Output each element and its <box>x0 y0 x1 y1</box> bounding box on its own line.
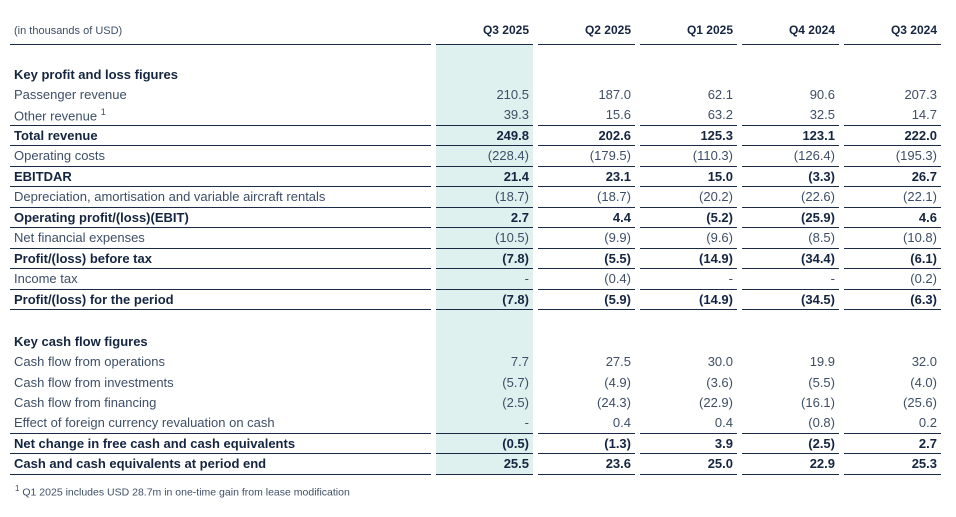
value-cell: 25.3 <box>844 454 941 475</box>
row-label-text: Profit/(loss) before tax <box>14 250 152 266</box>
row-label-text: EBITDAR <box>14 168 72 184</box>
value-cell: (18.7) <box>436 187 533 208</box>
value-cell: (7.8) <box>436 249 533 270</box>
value-cell: 7.7 <box>436 352 533 373</box>
table-row <box>10 372 941 393</box>
table-row <box>10 290 941 311</box>
spacer-cell <box>640 45 737 64</box>
footnote-marker: 1 <box>15 483 20 493</box>
row-label <box>10 290 431 311</box>
value-cell: 25.5 <box>436 454 533 475</box>
table-row <box>10 454 941 475</box>
spacer-cell <box>538 45 635 64</box>
table-body <box>10 45 941 475</box>
table-row <box>10 413 941 434</box>
value-cell: - <box>640 269 737 290</box>
footnote <box>15 484 946 499</box>
value-cell: 0.4 <box>640 413 737 434</box>
value-cell: 0.4 <box>538 413 635 434</box>
footnote-marker: 1 <box>100 106 106 117</box>
row-label-text: Passenger revenue <box>14 87 127 103</box>
value-cell: (22.9) <box>699 395 733 411</box>
row-label <box>10 167 431 188</box>
spacer-cell <box>10 310 431 331</box>
spacer-cell <box>742 310 839 331</box>
value-cell: (0.8) <box>742 413 839 434</box>
footnote-text: Q1 2025 includes USD 28.7m in one-time gain from lease modification <box>22 486 350 498</box>
value-cell: 14.7 <box>844 105 941 126</box>
value-cell: 25.0 <box>640 454 737 475</box>
row-label-text: Other revenue <box>14 107 98 123</box>
value-cell: 62.1 <box>707 87 733 103</box>
table-row <box>10 393 941 414</box>
value-cell: (24.3) <box>597 395 631 411</box>
table-row <box>10 269 941 290</box>
row-label <box>10 352 431 373</box>
section-title <box>10 64 431 85</box>
section-title-text: Key profit and loss figures <box>14 66 178 82</box>
row-label <box>10 249 431 270</box>
value-cell: (5.2) <box>640 208 737 229</box>
table-row <box>10 126 941 147</box>
spacer-cell <box>10 45 431 64</box>
value-cell: (25.6) <box>903 395 937 411</box>
value-cell: (2.5) <box>436 393 533 414</box>
row-label <box>10 454 431 475</box>
spacer-cell <box>742 45 839 64</box>
row-label-text: Cash flow from financing <box>14 395 157 411</box>
row-label <box>10 372 431 393</box>
value-cell: 23.6 <box>538 454 635 475</box>
row-label <box>10 393 431 414</box>
value-cell: (34.5) <box>742 290 839 311</box>
empty-cell <box>742 331 839 352</box>
value-cell: (34.4) <box>742 249 839 270</box>
spacer-cell <box>538 310 635 331</box>
value-cell: 4.4 <box>538 208 635 229</box>
empty-cell <box>538 64 635 85</box>
value-cell: 39.3 <box>436 105 533 126</box>
row-label <box>10 434 431 455</box>
table-row <box>10 146 941 167</box>
spacer-row <box>10 310 941 331</box>
row-label-text: Net financial expenses <box>14 230 145 246</box>
value-cell: 207.3 <box>904 87 937 103</box>
row-label <box>10 105 431 126</box>
value-cell: 123.1 <box>742 126 839 147</box>
value-cell: 90.6 <box>809 87 835 103</box>
row-label <box>10 187 431 208</box>
value-cell: (9.9) <box>538 228 635 249</box>
value-cell: 30.0 <box>707 354 733 370</box>
empty-cell <box>844 64 941 85</box>
value-cell: (2.5) <box>742 434 839 455</box>
empty-cell <box>640 331 737 352</box>
section-title <box>10 331 431 352</box>
row-label <box>10 269 431 290</box>
row-label <box>10 85 431 106</box>
value-cell: (228.4) <box>436 146 533 167</box>
row-label-text: Operating costs <box>14 148 106 164</box>
value-cell: (179.5) <box>538 146 635 167</box>
value-cell: (126.4) <box>742 146 839 167</box>
value-cell: (4.9) <box>604 374 631 390</box>
column-header: Q2 2025 <box>538 17 635 45</box>
row-label <box>10 126 431 147</box>
empty-cell <box>538 331 635 352</box>
value-cell: (3.3) <box>742 167 839 188</box>
value-cell: (7.8) <box>436 290 533 311</box>
value-cell: 249.8 <box>436 126 533 147</box>
empty-cell <box>844 331 941 352</box>
value-cell: (14.9) <box>640 290 737 311</box>
value-cell: - <box>436 413 533 434</box>
value-cell: (5.7) <box>436 372 533 393</box>
table-row <box>10 167 941 188</box>
row-label-text: Profit/(loss) for the period <box>14 291 174 307</box>
table-row <box>10 249 941 270</box>
value-cell: (110.3) <box>640 146 737 167</box>
table-row <box>10 434 941 455</box>
value-cell: (0.4) <box>538 269 635 290</box>
value-cell: (5.9) <box>538 290 635 311</box>
row-label <box>10 208 431 229</box>
value-cell: (8.5) <box>742 228 839 249</box>
value-cell: (14.9) <box>640 249 737 270</box>
value-cell: (20.2) <box>640 187 737 208</box>
empty-cell <box>742 64 839 85</box>
value-cell: 15.6 <box>538 105 635 126</box>
value-cell: 0.2 <box>844 413 941 434</box>
value-cell: (195.3) <box>844 146 941 167</box>
row-label-text: Income tax <box>14 271 78 287</box>
value-cell: 4.6 <box>844 208 941 229</box>
value-cell: 63.2 <box>640 105 737 126</box>
column-header: Q1 2025 <box>640 17 737 45</box>
unit-label: (in thousands of USD) <box>10 17 431 45</box>
row-label-text: Cash flow from operations <box>14 354 166 370</box>
value-cell: 3.9 <box>640 434 737 455</box>
table-row <box>10 85 941 106</box>
row-label-text: Total revenue <box>14 127 98 143</box>
value-cell: 187.0 <box>598 87 631 103</box>
section-title-row <box>10 331 941 352</box>
highlight-column-header: Q3 2025 <box>436 17 533 45</box>
value-cell: 2.7 <box>844 434 941 455</box>
value-cell: 2.7 <box>436 208 533 229</box>
section-title-row <box>10 64 941 85</box>
value-cell: 23.1 <box>538 167 635 188</box>
value-cell: (22.1) <box>844 187 941 208</box>
table-row <box>10 228 941 249</box>
value-cell: (22.6) <box>742 187 839 208</box>
value-cell: 125.3 <box>640 126 737 147</box>
value-cell: 26.7 <box>844 167 941 188</box>
header-row <box>10 17 941 45</box>
column-header: Q4 2024 <box>742 17 839 45</box>
row-label-text: Operating profit/(loss)(EBIT) <box>14 209 189 225</box>
spacer-cell <box>640 310 737 331</box>
value-cell: 15.0 <box>640 167 737 188</box>
value-cell: (0.2) <box>844 269 941 290</box>
spacer-cell <box>844 310 941 331</box>
empty-cell <box>436 331 533 352</box>
value-cell: 222.0 <box>844 126 941 147</box>
value-cell: (25.9) <box>742 208 839 229</box>
value-cell: (10.8) <box>844 228 941 249</box>
value-cell: 22.9 <box>742 454 839 475</box>
table-row <box>10 352 941 373</box>
section-title-text: Key cash flow figures <box>14 333 148 349</box>
empty-cell <box>640 64 737 85</box>
value-cell: (18.7) <box>538 187 635 208</box>
empty-cell <box>436 64 533 85</box>
value-cell: (3.6) <box>706 374 733 390</box>
row-label <box>10 413 431 434</box>
value-cell: 19.9 <box>809 354 835 370</box>
table-row <box>10 105 941 126</box>
value-cell: (5.5) <box>538 249 635 270</box>
table-header <box>10 17 941 45</box>
value-cell: - <box>742 269 839 290</box>
value-cell: 32.5 <box>742 105 839 126</box>
spacer-row <box>10 45 941 64</box>
row-label-text: Cash and cash equivalents at period end <box>14 456 267 472</box>
value-cell: (0.5) <box>436 434 533 455</box>
row-label-text: Effect of foreign currency revaluation on cash <box>14 415 275 431</box>
row-label-text: Net change in free cash and cash equivalents <box>14 435 296 451</box>
value-cell: 202.6 <box>538 126 635 147</box>
column-header: Q3 2024 <box>844 17 941 45</box>
quarterly-financials-table <box>5 17 946 475</box>
value-cell: (6.3) <box>844 290 941 311</box>
value-cell: (1.3) <box>538 434 635 455</box>
value-cell: - <box>436 269 533 290</box>
value-cell: 32.0 <box>911 354 937 370</box>
value-cell: (10.5) <box>436 228 533 249</box>
row-label-text: Cash flow from investments <box>14 374 174 390</box>
value-cell: (16.1) <box>801 395 835 411</box>
row-label-text: Depreciation, amortisation and variable aircraft rentals <box>14 189 326 205</box>
spacer-cell <box>844 45 941 64</box>
value-cell: (9.6) <box>640 228 737 249</box>
row-label <box>10 146 431 167</box>
value-cell: 27.5 <box>605 354 631 370</box>
value-cell: (4.0) <box>910 374 937 390</box>
value-cell: 210.5 <box>436 85 533 106</box>
table-row <box>10 187 941 208</box>
value-cell: (5.5) <box>808 374 835 390</box>
value-cell: (6.1) <box>844 249 941 270</box>
row-label <box>10 228 431 249</box>
value-cell: 21.4 <box>436 167 533 188</box>
table-row <box>10 208 941 229</box>
spacer-cell <box>436 310 533 331</box>
spacer-cell <box>436 45 533 64</box>
